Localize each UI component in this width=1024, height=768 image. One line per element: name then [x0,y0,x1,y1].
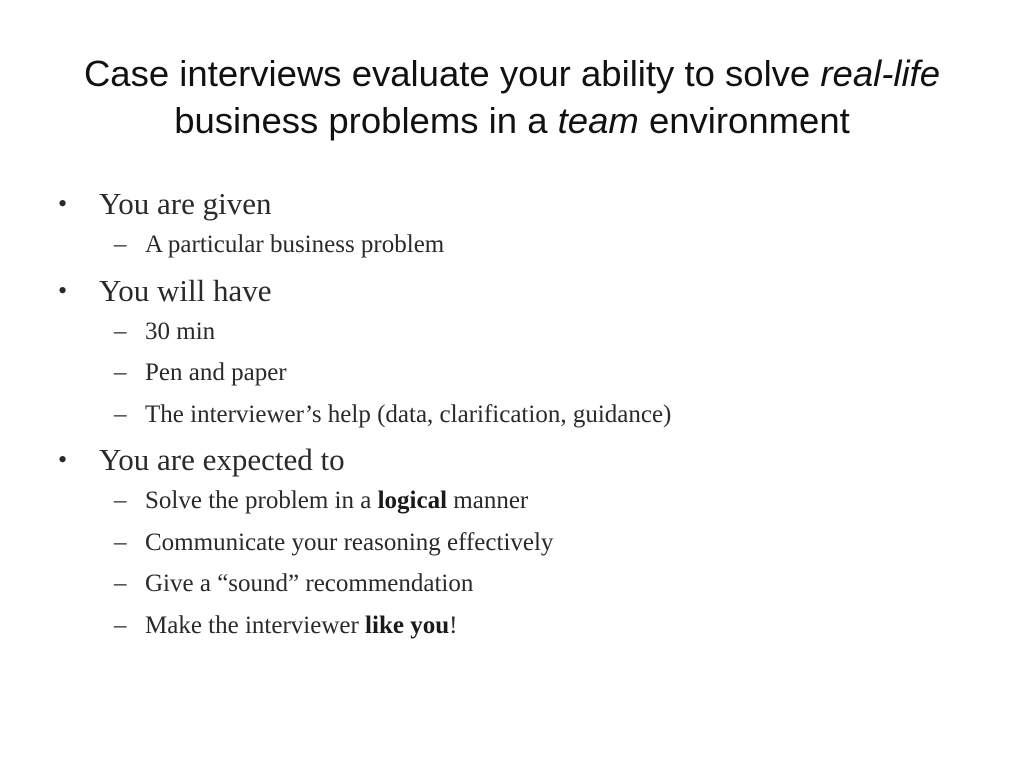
bullet-text: You will have [99,272,272,308]
sub-bullet-text-pre: Make the interviewer [145,611,366,639]
sub-bullet-text-bold: like you [365,611,450,639]
sub-bullet-text-post: ! [449,611,458,639]
bullet-icon: • [58,275,68,305]
title-italic-real-life: real-life [820,53,941,94]
bullet-you-will-have [56,269,976,313]
dash-icon: – [114,400,127,428]
bullet-you-are-given [56,182,976,226]
title-part-2: business problems in a [174,100,558,141]
sub-bullet-text: Pen and paper [145,359,287,386]
sub-bullet [56,480,976,522]
title-italic-team: team [557,100,639,141]
sub-bullet [56,311,976,353]
dash-icon: – [114,359,127,386]
sub-bullet [56,352,976,394]
slide-body [56,182,976,646]
dash-icon: – [114,570,127,597]
sub-bullet [56,563,976,605]
sub-bullet-text: A particular business problem [145,231,445,258]
sub-bullet-text-post: manner [447,487,529,514]
dash-icon: – [114,611,127,639]
sub-bullet [56,522,976,564]
bullet-text: You are given [99,186,272,221]
title-part-1: Case interviews evaluate your ability to solve [83,53,821,94]
bullet-text: You are expected to [99,442,345,477]
dash-icon: – [114,317,127,345]
bullet-icon: • [58,189,68,218]
sub-bullet-text: The interviewer’s help (data, clarification, guidance) [145,400,672,428]
dash-icon: – [114,487,127,514]
sub-bullet [56,224,976,266]
bullet-icon: • [58,445,68,474]
sub-bullet-text: 30 min [145,317,216,345]
sub-bullet-text-pre: Solve the problem in a [145,487,378,514]
sub-bullet-text: Give a “sound” recommendation [145,570,474,597]
sub-bullet [56,605,976,647]
dash-icon: – [114,528,127,556]
title-part-3: environment [638,100,850,141]
sub-bullet-text-bold: logical [377,487,448,514]
sub-bullet [56,394,976,436]
sub-bullet-text: Communicate your reasoning effectively [145,528,554,556]
slide-title [40,50,984,144]
dash-icon: – [114,231,127,258]
bullet-you-are-expected-to [56,438,976,482]
